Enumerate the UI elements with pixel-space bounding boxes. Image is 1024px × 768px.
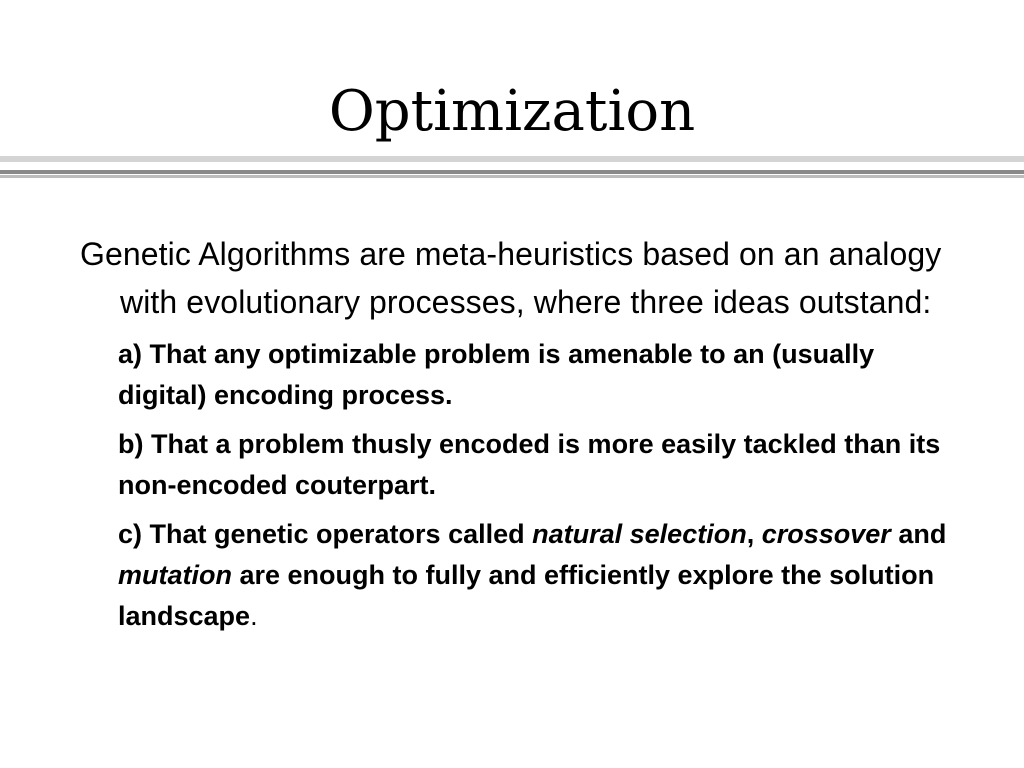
point-a: a) That any optimizable problem is amenable to an (usually digital) encoding process.: [118, 339, 875, 410]
point-c-mutation: mutation: [118, 560, 232, 590]
point-c-text-2: are enough to fully and efficiently explore the solution landscape: [118, 560, 935, 631]
divider-line-mid: [0, 175, 1024, 178]
divider-line-light: [0, 156, 1024, 162]
slide-body: [80, 230, 950, 637]
slide-title: Optimization: [328, 79, 696, 144]
point-c-and: and: [890, 519, 947, 549]
point-c-period: .: [250, 601, 258, 631]
point-c-text-1: c) That genetic operators called: [118, 519, 533, 549]
intro-paragraph: Genetic Algorithms are meta-heuristics based on an analogy with evolutionary processes, where three ideas outstand:: [80, 236, 942, 320]
point-c-natural-selection: natural selection: [532, 519, 747, 549]
divider-line-dark: [0, 170, 1024, 174]
point-c: [118, 514, 950, 637]
point-c-comma: ,: [746, 519, 762, 549]
point-c-crossover: crossover: [761, 519, 891, 549]
title-divider: [0, 156, 1024, 180]
point-b: b) That a problem thusly encoded is more easily tackled than its non-encoded couterpart.: [118, 429, 941, 500]
